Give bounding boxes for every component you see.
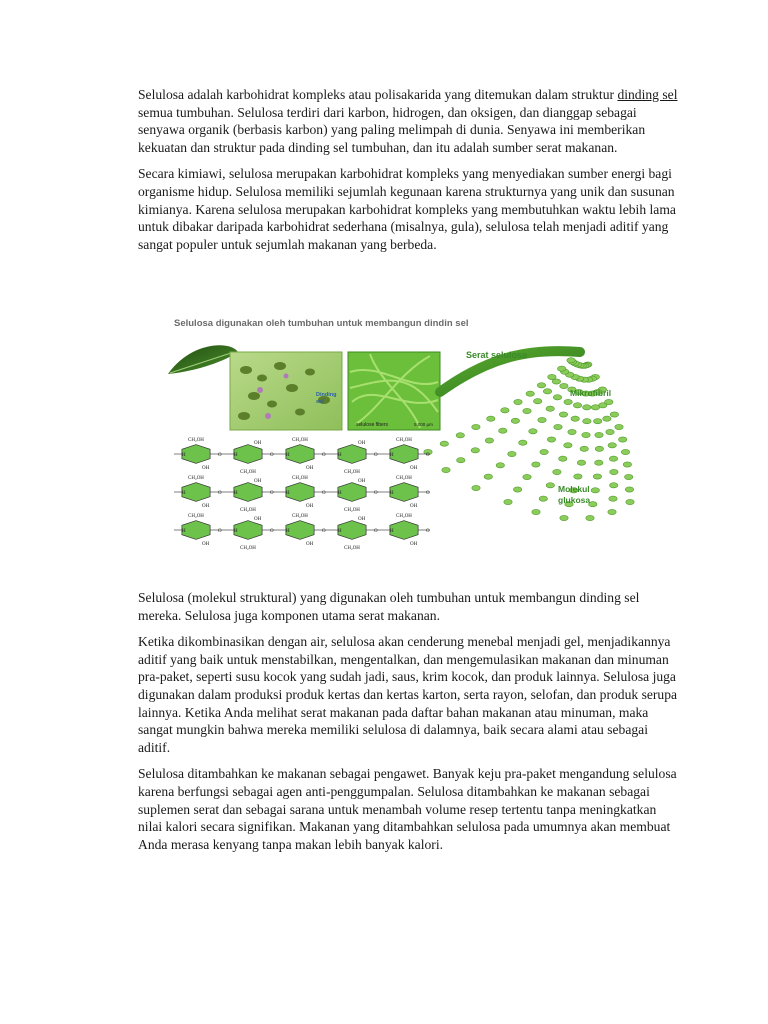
glucose-bead xyxy=(571,416,579,421)
glucose-bead xyxy=(610,469,618,474)
glucose-bead xyxy=(504,499,512,504)
o-label: O xyxy=(322,529,326,534)
glucose-bead xyxy=(456,433,464,438)
glucose-bead xyxy=(606,429,614,434)
h-label: H xyxy=(390,529,394,534)
glucose-bead xyxy=(619,437,627,442)
ch2oh-label: CH₂OH xyxy=(344,508,360,513)
glucose-ring xyxy=(182,521,210,540)
h-label: H xyxy=(182,491,186,496)
glucose-bead xyxy=(546,483,554,488)
leaf-icon xyxy=(168,345,238,374)
ch2oh-label: CH₂OH xyxy=(344,470,360,475)
glucose-bead xyxy=(623,462,631,467)
paragraph-5: Selulosa ditambahkan ke makanan sebagai pengawet. Banyak keju pra-paket mengandung selulosa karena berfungsi sebagai agen anti-penggumpalan. Selulosa ditambahkan ke makanan sebagai suplemen serat dan sebagai sarana untuk menambah volume resep tertentu tanpa meningkatkan nilai kalori secara signifikan. Makanan yang ditambahkan selulosa pada umumnya akan membuat Anda merasa kenyang tanpa makan lebih banyak kalori. xyxy=(138,766,677,852)
glucose-ring xyxy=(286,521,314,540)
glucose-bead xyxy=(573,403,581,408)
glucose-bead xyxy=(610,483,618,488)
glucose-bead xyxy=(574,474,582,479)
o-label: O xyxy=(270,453,274,458)
glucose-ring xyxy=(182,483,210,502)
glucose-bead xyxy=(508,451,516,456)
ch2oh-label: CH₂OH xyxy=(396,476,412,481)
paragraph-1 xyxy=(138,86,683,156)
h-label: H xyxy=(182,453,186,458)
glucose-ring xyxy=(234,483,262,502)
glucose-bead xyxy=(582,432,590,437)
scale-label: 5,000 μm xyxy=(414,422,433,427)
glucose-bead xyxy=(621,449,629,454)
glucose-ring xyxy=(182,445,210,464)
oh-label: OH xyxy=(306,542,314,547)
glucose-bead xyxy=(594,419,602,424)
glucose-bead xyxy=(537,383,545,388)
ch2oh-label: CH₂OH xyxy=(188,514,204,519)
glucose-bead xyxy=(484,474,492,479)
o-label: O xyxy=(374,491,378,496)
glucose-bead xyxy=(547,437,555,442)
paragraph-3: Selulosa (molekul struktural) yang digunakan oleh tumbuhan untuk membangun dinding sel mereka. Selulosa juga komponen utama serat makanan. xyxy=(138,590,640,623)
oh-label: OH xyxy=(202,504,210,509)
h-label: H xyxy=(234,453,238,458)
h-label: H xyxy=(234,529,238,534)
ch2oh-label: CH₂OH xyxy=(396,438,412,443)
ch2oh-label: CH₂OH xyxy=(240,546,256,551)
oh-label: OH xyxy=(410,466,418,471)
glucose-bead xyxy=(501,408,509,413)
glucose-bead xyxy=(564,443,572,448)
glucose-bead xyxy=(499,428,507,433)
oh-label: OH xyxy=(254,517,262,522)
glucose-bead xyxy=(595,460,603,465)
glucose-bead xyxy=(560,515,568,520)
glucose-bead xyxy=(625,487,633,492)
glucose-bead xyxy=(593,474,601,479)
glucose-bead xyxy=(583,405,591,410)
glucose-bead xyxy=(442,467,450,472)
ch2oh-label: CH₂OH xyxy=(292,514,308,519)
fiber-label: Serat selulosa xyxy=(466,350,528,360)
glucose-label-2: glukosa xyxy=(558,495,591,505)
glucose-bead xyxy=(591,488,599,493)
o-label: O xyxy=(218,453,222,458)
glucose-bead xyxy=(608,509,616,514)
glucose-bead xyxy=(485,438,493,443)
glucose-ring xyxy=(234,521,262,540)
oh-label: OH xyxy=(358,441,366,446)
glucose-label-1: Molekul xyxy=(558,484,590,494)
oh-label: OH xyxy=(306,466,314,471)
document-body-top xyxy=(138,86,683,262)
o-label: O xyxy=(322,453,326,458)
o-label: O xyxy=(426,529,430,534)
o-label: O xyxy=(218,529,222,534)
glucose-bead xyxy=(567,358,575,363)
o-label: O xyxy=(322,491,326,496)
oh-label: OH xyxy=(202,542,210,547)
glucose-bead xyxy=(440,441,448,446)
glucose-bead xyxy=(526,391,534,396)
glucose-ring xyxy=(390,483,418,502)
glucose-bead xyxy=(538,417,546,422)
micrograph-label: selulose fibers xyxy=(356,422,388,428)
glucose-bead xyxy=(487,416,495,421)
dinding-sel-link[interactable]: dinding sel xyxy=(617,87,678,102)
ch2oh-label: CH₂OH xyxy=(240,470,256,475)
oh-label: OH xyxy=(306,504,314,509)
ch2oh-label: CH₂OH xyxy=(240,508,256,513)
glucose-bead xyxy=(559,456,567,461)
glucose-bead xyxy=(553,469,561,474)
glucose-ring xyxy=(390,445,418,464)
glucose-bead xyxy=(595,432,603,437)
oh-label: OH xyxy=(358,479,366,484)
glucose-bead xyxy=(591,405,599,410)
glucose-bead xyxy=(513,487,521,492)
glucose-bead xyxy=(539,496,547,501)
o-label: O xyxy=(426,491,430,496)
h-label: H xyxy=(182,529,186,534)
glucose-bead xyxy=(471,448,479,453)
glucose-ring xyxy=(338,521,366,540)
paragraph-2: Secara kimiawi, selulosa merupakan karbohidrat kompleks yang menyediakan sumber energi bagi organisme hidup. Selulosa memiliki sejumlah kegunaan karena strukturnya yang unik dan susunan kimianya. Karena selulosa merupakan karbohidrat kompleks yang membutuhkan waktu lebih lama untuk dibakar daripada karbohidrat sederhana (misalnya, gula), selulosa telah menjadi aditif yang sangat populer untuk sejumlah makanan yang berbeda. xyxy=(138,166,676,252)
glucose-bead xyxy=(532,462,540,467)
glucose-bead xyxy=(543,389,551,394)
glucose-bead xyxy=(546,406,554,411)
glucose-bead xyxy=(529,429,537,434)
o-label: O xyxy=(374,453,378,458)
glucose-bead xyxy=(615,424,623,429)
glucose-bead xyxy=(553,395,561,400)
h-label: H xyxy=(286,491,290,496)
glucose-bead xyxy=(457,458,465,463)
h-label: H xyxy=(338,529,342,534)
glucose-bead xyxy=(472,424,480,429)
glucose-bead xyxy=(511,418,519,423)
figure-title: Selulosa digunakan oleh tumbuhan untuk membangun dindin sel xyxy=(174,318,469,329)
glucose-chain-diagram xyxy=(174,438,430,551)
o-label: O xyxy=(374,529,378,534)
glucose-bead xyxy=(560,383,568,388)
o-label: O xyxy=(426,453,430,458)
ch2oh-label: CH₂OH xyxy=(396,514,412,519)
glucose-bead xyxy=(559,412,567,417)
oh-label: OH xyxy=(254,441,262,446)
glucose-bead xyxy=(568,429,576,434)
glucose-bead xyxy=(577,460,585,465)
cellulose-figure xyxy=(160,312,640,560)
document-body-bottom xyxy=(138,589,683,862)
ch2oh-label: CH₂OH xyxy=(292,438,308,443)
glucose-ring xyxy=(338,483,366,502)
glucose-bead xyxy=(583,419,591,424)
glucose-bead xyxy=(609,496,617,501)
h-label: H xyxy=(390,453,394,458)
glucose-bead xyxy=(580,446,588,451)
glucose-bead xyxy=(548,374,556,379)
glucose-bead xyxy=(540,449,548,454)
o-label: O xyxy=(270,491,274,496)
glucose-bead xyxy=(514,399,522,404)
o-label: O xyxy=(218,491,222,496)
cell-wall-label-2: sel xyxy=(316,399,324,405)
glucose-bead xyxy=(523,474,531,479)
glucose-bead xyxy=(558,366,566,371)
glucose-bead xyxy=(609,456,617,461)
oh-label: OH xyxy=(410,542,418,547)
ch2oh-label: CH₂OH xyxy=(188,438,204,443)
h-label: H xyxy=(338,453,342,458)
glucose-bead xyxy=(496,463,504,468)
glucose-ring xyxy=(286,483,314,502)
glucose-bead xyxy=(472,485,480,490)
paragraph-4: Ketika dikombinasikan dengan air, selulosa akan cenderung menebal menjadi gel, menjadikannya aditif yang baik untuk menstabilkan, mengentalkan, dan mengemulasikan makanan dan minuman pra-paket, seperti susu kocok yang sudah jadi, saus, krim kocok, dan produk lainnya. Selulosa juga digunakan dalam produksi produk kertas dan kertas karton, serta rayon, selofan, dan produk serupa lainnya. Ketika Anda melihat serat makanan pada daftar bahan makanan atau minuman, maka sangat mungkin bahwa mereka memiliki selulosa di dalamnya, baik secara alami atau sebagai aditif. xyxy=(138,634,678,755)
glucose-bead xyxy=(532,509,540,514)
o-label: O xyxy=(270,529,274,534)
microfibril-label: Mikrofibril xyxy=(570,388,612,398)
h-label: H xyxy=(390,491,394,496)
glucose-bead xyxy=(626,499,634,504)
oh-label: OH xyxy=(358,517,366,522)
ch2oh-label: CH₂OH xyxy=(292,476,308,481)
paragraph-1-lead: Selulosa adalah karbohidrat kompleks atau polisakarida yang ditemukan dalam struktur xyxy=(138,87,618,102)
glucose-ring xyxy=(234,445,262,464)
glucose-ring xyxy=(390,521,418,540)
glucose-ring xyxy=(286,445,314,464)
glucose-bead xyxy=(603,416,611,421)
oh-label: OH xyxy=(254,479,262,484)
oh-label: OH xyxy=(202,466,210,471)
h-label: H xyxy=(286,529,290,534)
h-label: H xyxy=(286,453,290,458)
glucose-bead xyxy=(608,443,616,448)
paragraph-1-rest: semua tumbuhan. Selulosa terdiri dari karbon, hidrogen, dan oksigen, dan dianggap sebagai senyawa organik (berbasis karbon) yang paling melimpah di dunia. Senyawa ini memberikan kekuatan dan struktur pada dinding sel tumbuhan, dan itu adalah sumber serat makanan. xyxy=(138,104,646,155)
glucose-bead xyxy=(625,474,633,479)
glucose-bead xyxy=(586,515,594,520)
glucose-bead xyxy=(519,440,527,445)
ch2oh-label: CH₂OH xyxy=(344,546,360,551)
glucose-ring xyxy=(338,445,366,464)
h-label: H xyxy=(234,491,238,496)
glucose-bead xyxy=(610,412,618,417)
glucose-bead xyxy=(523,408,531,413)
cell-wall-label-1: Dinding xyxy=(316,392,337,398)
glucose-bead xyxy=(595,446,603,451)
glucose-bead xyxy=(534,399,542,404)
glucose-bead xyxy=(564,399,572,404)
cellulose-illustration xyxy=(160,312,640,560)
oh-label: OH xyxy=(410,504,418,509)
h-label: H xyxy=(338,491,342,496)
glucose-bead xyxy=(554,424,562,429)
ch2oh-label: CH₂OH xyxy=(188,476,204,481)
